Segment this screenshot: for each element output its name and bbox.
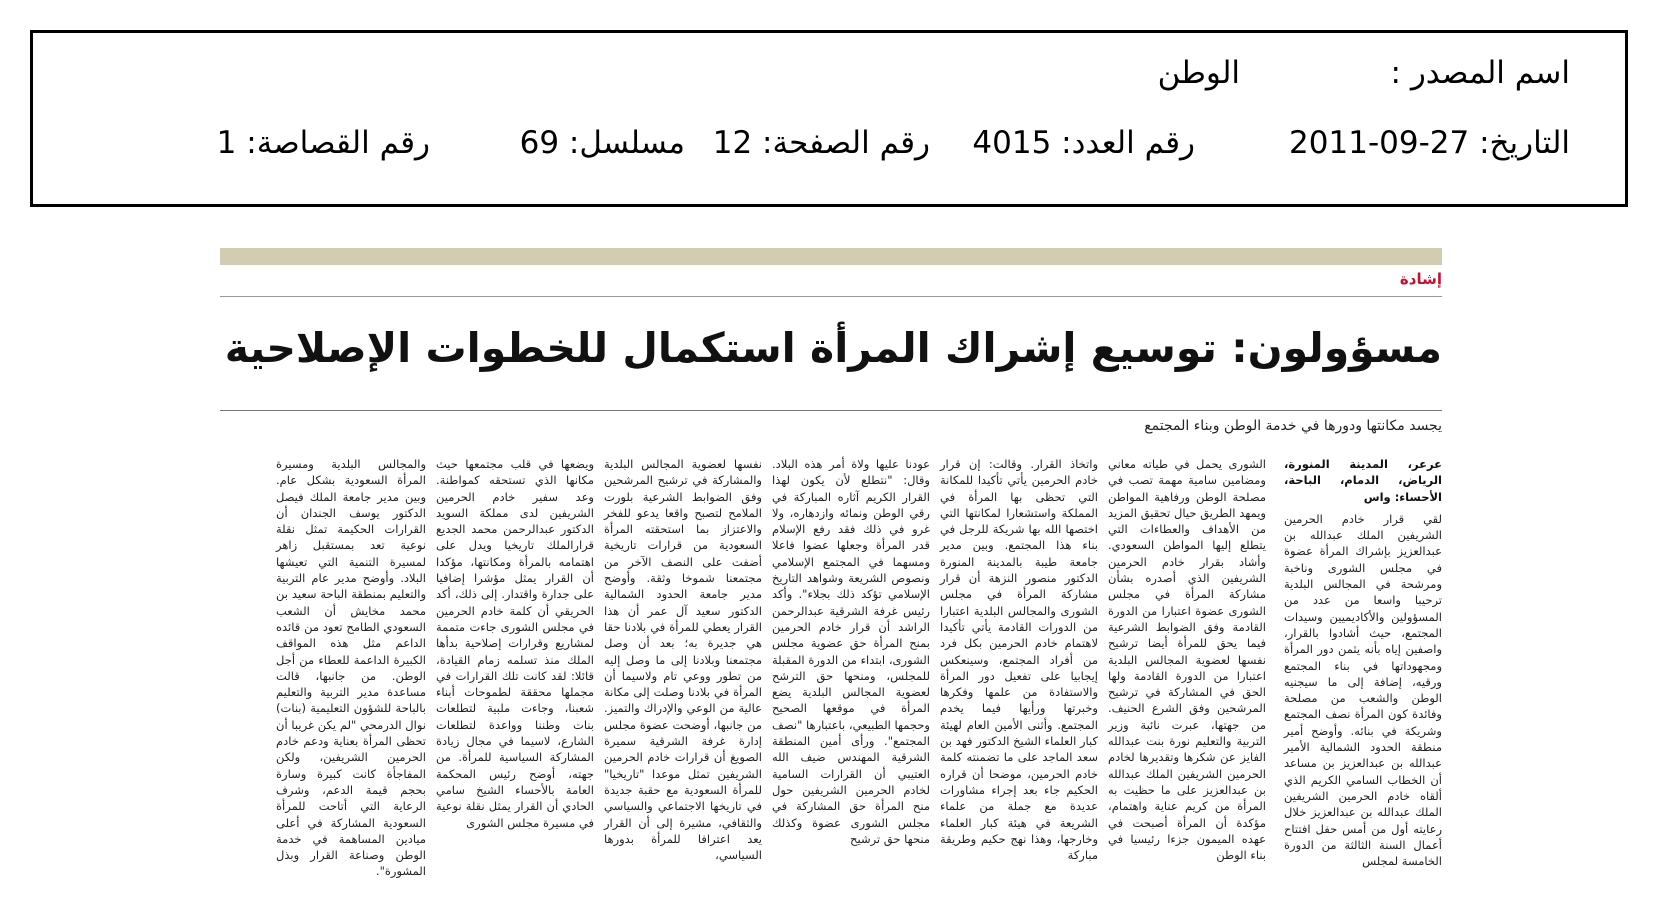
issue-number-field: رقم العدد: 4015 — [972, 125, 1195, 161]
article-body — [220, 456, 1442, 879]
section-divider — [220, 296, 1442, 297]
section-label: إشادة — [1399, 270, 1442, 288]
source-value: الوطن — [1157, 55, 1240, 91]
article-column-text: لقي قرار خادم الحرمين الشريفين الملك عبدالله بن عبدالعزيز بإشراك المرأة عضوة في مجلس الشورى وناخبة ومرشحة في المجالس البلدية ترحيبا واسعا من عدد من المسؤولين والأكاديميين وسيدات المجتمع، حيث أشادوا بالقرار، واصفين إياه بأنه يثمن دور المرأة ومجهوداتها في بناء المجتمع ورقيه، إضافة إلى ما سيجنيه الوطن والشعب من مصلحة وفائدة كون المرأة نصف المجتمع وشريكة في بنائه. وأوضح أمير منطقة الحدود الشمالية الأمير عبدالله بن عبدالعزيز بن مساعد أن الخطاب السامي الكريم الذي ألقاه خادم الحرمين الشريفين الملك عبدالله بن عبدالعزيز خلال رعايته أول من أمس حفل افتتاح أعمال السنة الثالثة من الدورة الخامسة لمجلس — [1284, 511, 1442, 869]
headline-divider — [220, 410, 1442, 411]
source-label: اسم المصدر : — [1390, 55, 1570, 91]
article-column-1 — [1284, 456, 1442, 869]
article-column-7: والمجالس البلدية ومسيرة المرأة السعودية بشكل عام. وبين مدير جامعة الملك فيصل الدكتور يوسف الجندان أن القرارات الحكيمة تمثل نقلة نوعية تعد بمستقبل زاهر لمسيرة التنمية التي تعيشها البلاد. وأوضح مدير عام التربية والتعليم بمنطقة الباحة سعيد بن محمد مخايش أن الشعب السعودي الطامح تعود من قائده الداعم مثل هذه المواقف الكبيرة الداعمة للعطاء من أجل الوطن. من جانبها، قالت مساعدة مدير التربية والتعليم بالباحة للشؤون التعليمية (بنات) نوال الدرمحي "لم يكن غريبا أن تحظى المرأة بعناية ودعم خادم الحرمين الشريفين، ولكن المفاجأة كانت كبيرة وسارة بحجم قيمة الدعم، وشرف الرعاية التي أتاحت للمرأة السعودية المشاركة في أعلى ميادين المساهمة في خدمة الوطن وصناعة القرار وبذل المشورة". — [276, 457, 426, 879]
newspaper-clipping — [220, 248, 1442, 879]
article-subheadline: يجسد مكانتها ودورها في خدمة الوطن وبناء المجتمع — [1144, 418, 1442, 434]
clipping-header-box — [30, 30, 1628, 207]
date-field: التاريخ: 27-09-2011 — [1289, 125, 1570, 161]
article-column-2: الشورى يحمل في طياته معاني ومضامين سامية مهمة تصب في مصلحة الوطن ورفاهية المواطن ويمهد الطريق حيال تحقيق المزيد من الأهداف والعطاءات التي يتطلع إليها المواطن السعودي. وأشاد بقرار خادم الحرمين الشريفين الذي أصدره بشأن مشاركة المرأة في مجلس الشورى عضوة اعتبارا من الدورة القادمة وفق الضوابط الشرعية فيما يحق للمرأة أيضا ترشيح نفسها لعضوية المجالس البلدية اعتبارا من الدورة القادمة ولها الحق في المشاركة في ترشيح المرشحين وفق الشرع الحنيف. من جهتها، عبرت نائبة وزير التربية والتعليم نورة بنت عبدالله الفايز عن شكرها وتقديرها لخادم الحرمين الشريفين الملك عبدالله بن عبدالعزيز على ما حظيت به المرأة من كريم عناية واهتمام، مؤكدة أن المرأة أصبحت في عهده الميمون جزءا رئيسيا في بناء الوطن — [1108, 457, 1266, 863]
top-decorative-rule — [220, 248, 1442, 265]
article-column-6: ويضعها في قلب مجتمعها حيث مكانها الذي تستحقه كمواطنة. وعد سفير خادم الحرمين الشريفين لدى مملكة السويد الدكتور عبدالرحمن محمد الجديع قرارالملك تاريخيا ويدل على اهتمامه بالمرأة ومكانتها، مؤكدا أن القرار يمثل مؤشرا إضافيا على جدارة واقتدار. إلى ذلك، أكد الحريقي أن كلمة خادم الحرمين في مجلس الشورى جاءت متممة لمشاريع وقرارات إصلاحية بدأها الملك منذ تسلمه زمام القيادة، قائلا: لقد كانت تلك القرارات في مجملها محققة لطموحات أبناء شعبنا، وجاءت ملبية لتطلعات بنات وطننا وواعدة لتطلعات الشارع، لاسيما في مجال زيادة المشاركة السياسية للمرأة. من جهته، أوضح رئيس المحكمة العامة بالأحساء الشيخ سامي الحادي أن القرار يمثل نقلة نوعية في مسيرة مجلس الشورى — [436, 457, 594, 830]
article-dateline: عرعر، المدينة المنورة، الرياض، الدمام، الباحة، الأحساء: واس — [1284, 457, 1442, 504]
article-headline: مسؤولون: توسيع إشراك المرأة استكمال للخطوات الإصلاحية — [224, 324, 1442, 372]
article-column-3: واتخاذ القرار. وقالت: إن قرار خادم الحرمين يأتي تأكيدا للمكانة التي تحظى بها المرأة في المملكة واستشعارا لمكانتها التي اختصها الله بها شريكة للرجل في بناء هذا المجتمع. وبين مدير جامعة طيبة بالمدينة المنورة الدكتور منصور النزهة أن قرار مشاركة المرأة في مجلس الشورى والمجالس البلدية اعتبارا من الدورات القادمة يأتي تأكيدا لاهتمام خادم الحرمين بكل فرد من أفراد المجتمع، وسينعكس إيجابيا على تفعيل دور المرأة والاستفادة من علمها وفكرها وخبرتها ورأيها فيما يخدم المجتمع. وأثنى الأمين العام لهيئة كبار العلماء الشيخ الدكتور فهد بن سعد الماجد على ما تضمنته كلمة خادم الحرمين، موضحا أن قراره الحكيم جاء بعد إجراء مشاورات عديدة مع جملة من علماء الشريعة في هيئة كبار العلماء وخارجها، وهذا نهج حكيم وطريقة مباركة — [940, 457, 1098, 863]
page-number-field: رقم الصفحة: 12 — [712, 125, 930, 161]
clip-number-field: رقم القصاصة: 1 — [216, 125, 430, 161]
article-column-4: عودنا عليها ولاة أمر هذه البلاد. وقال: "نتطلع لأن يكون لهذا القرار الكريم آثاره المباركة في رقي الوطن ونمائه وازدهاره، ولا غرو في ذلك فقد رفع الإسلام قدر المرأة وجعلها عضوا فاعلا ومسهما في المجتمع الإسلامي ونصوص الشريعة وشواهد التاريخ الإسلامي تؤكد ذلك بجلاء". وأكد رئيس غرفة الشرقية عبدالرحمن الراشد أن قرار خادم الحرمين بمنح المرأة حق عضوية مجلس الشورى، ابتداء من الدورة المقبلة للمجلس، ومنحها حق الترشح لعضوية المجالس البلدية يضع المرأة في موقعها الصحيح وحجمها الطبيعي، باعتبارها "نصف المجتمع". ورأى أمين المنطقة الشرقية المهندس ضيف الله العتيبي أن القرارات السامية لخادم الحرمين الشريفين حول منح المرأة حق المشاركة في مجلس الشورى عضوة وكذلك منحها حق ترشيح — [772, 457, 930, 846]
serial-number-field: مسلسل: 69 — [519, 125, 685, 161]
article-column-5: نفسها لعضوية المجالس البلدية والمشاركة في ترشيح المرشحين وفق الضوابط الشرعية بلورت الملامح لتصبح واقعا يدعو للفخر والاعتزاز بما استحقته المرأة السعودية من قرارات تاريخية أضفت على النصف الآخر من مجتمعنا شموخا وثقة. وأوضح مدير جامعة الحدود الشمالية الدكتور سعيد آل عمر أن هذا القرار يعطي للمرأة في بلادنا حقا هي جديرة به؛ بعد أن وصل مجتمعنا وبلادنا إلى ما وصل إليه من تطور ووعي تام ولاسيما أن المرأة في بلادنا وصلت إلى مكانة عالية من الوعي والإدراك والتميز. من جانبها، أوضحت عضوة مجلس إدارة غرفة الشرقية سميرة الصويغ أن قرارات خادم الحرمين الشريفين تمثل موعدا "تاريخيا" للمرأة السعودية مع حقبة جديدة في تاريخها الاجتماعي والسياسي والثقافي، مشيرة إلى أن القرار يعد اعترافا للمرأة بدورها السياسي، — [604, 457, 762, 863]
